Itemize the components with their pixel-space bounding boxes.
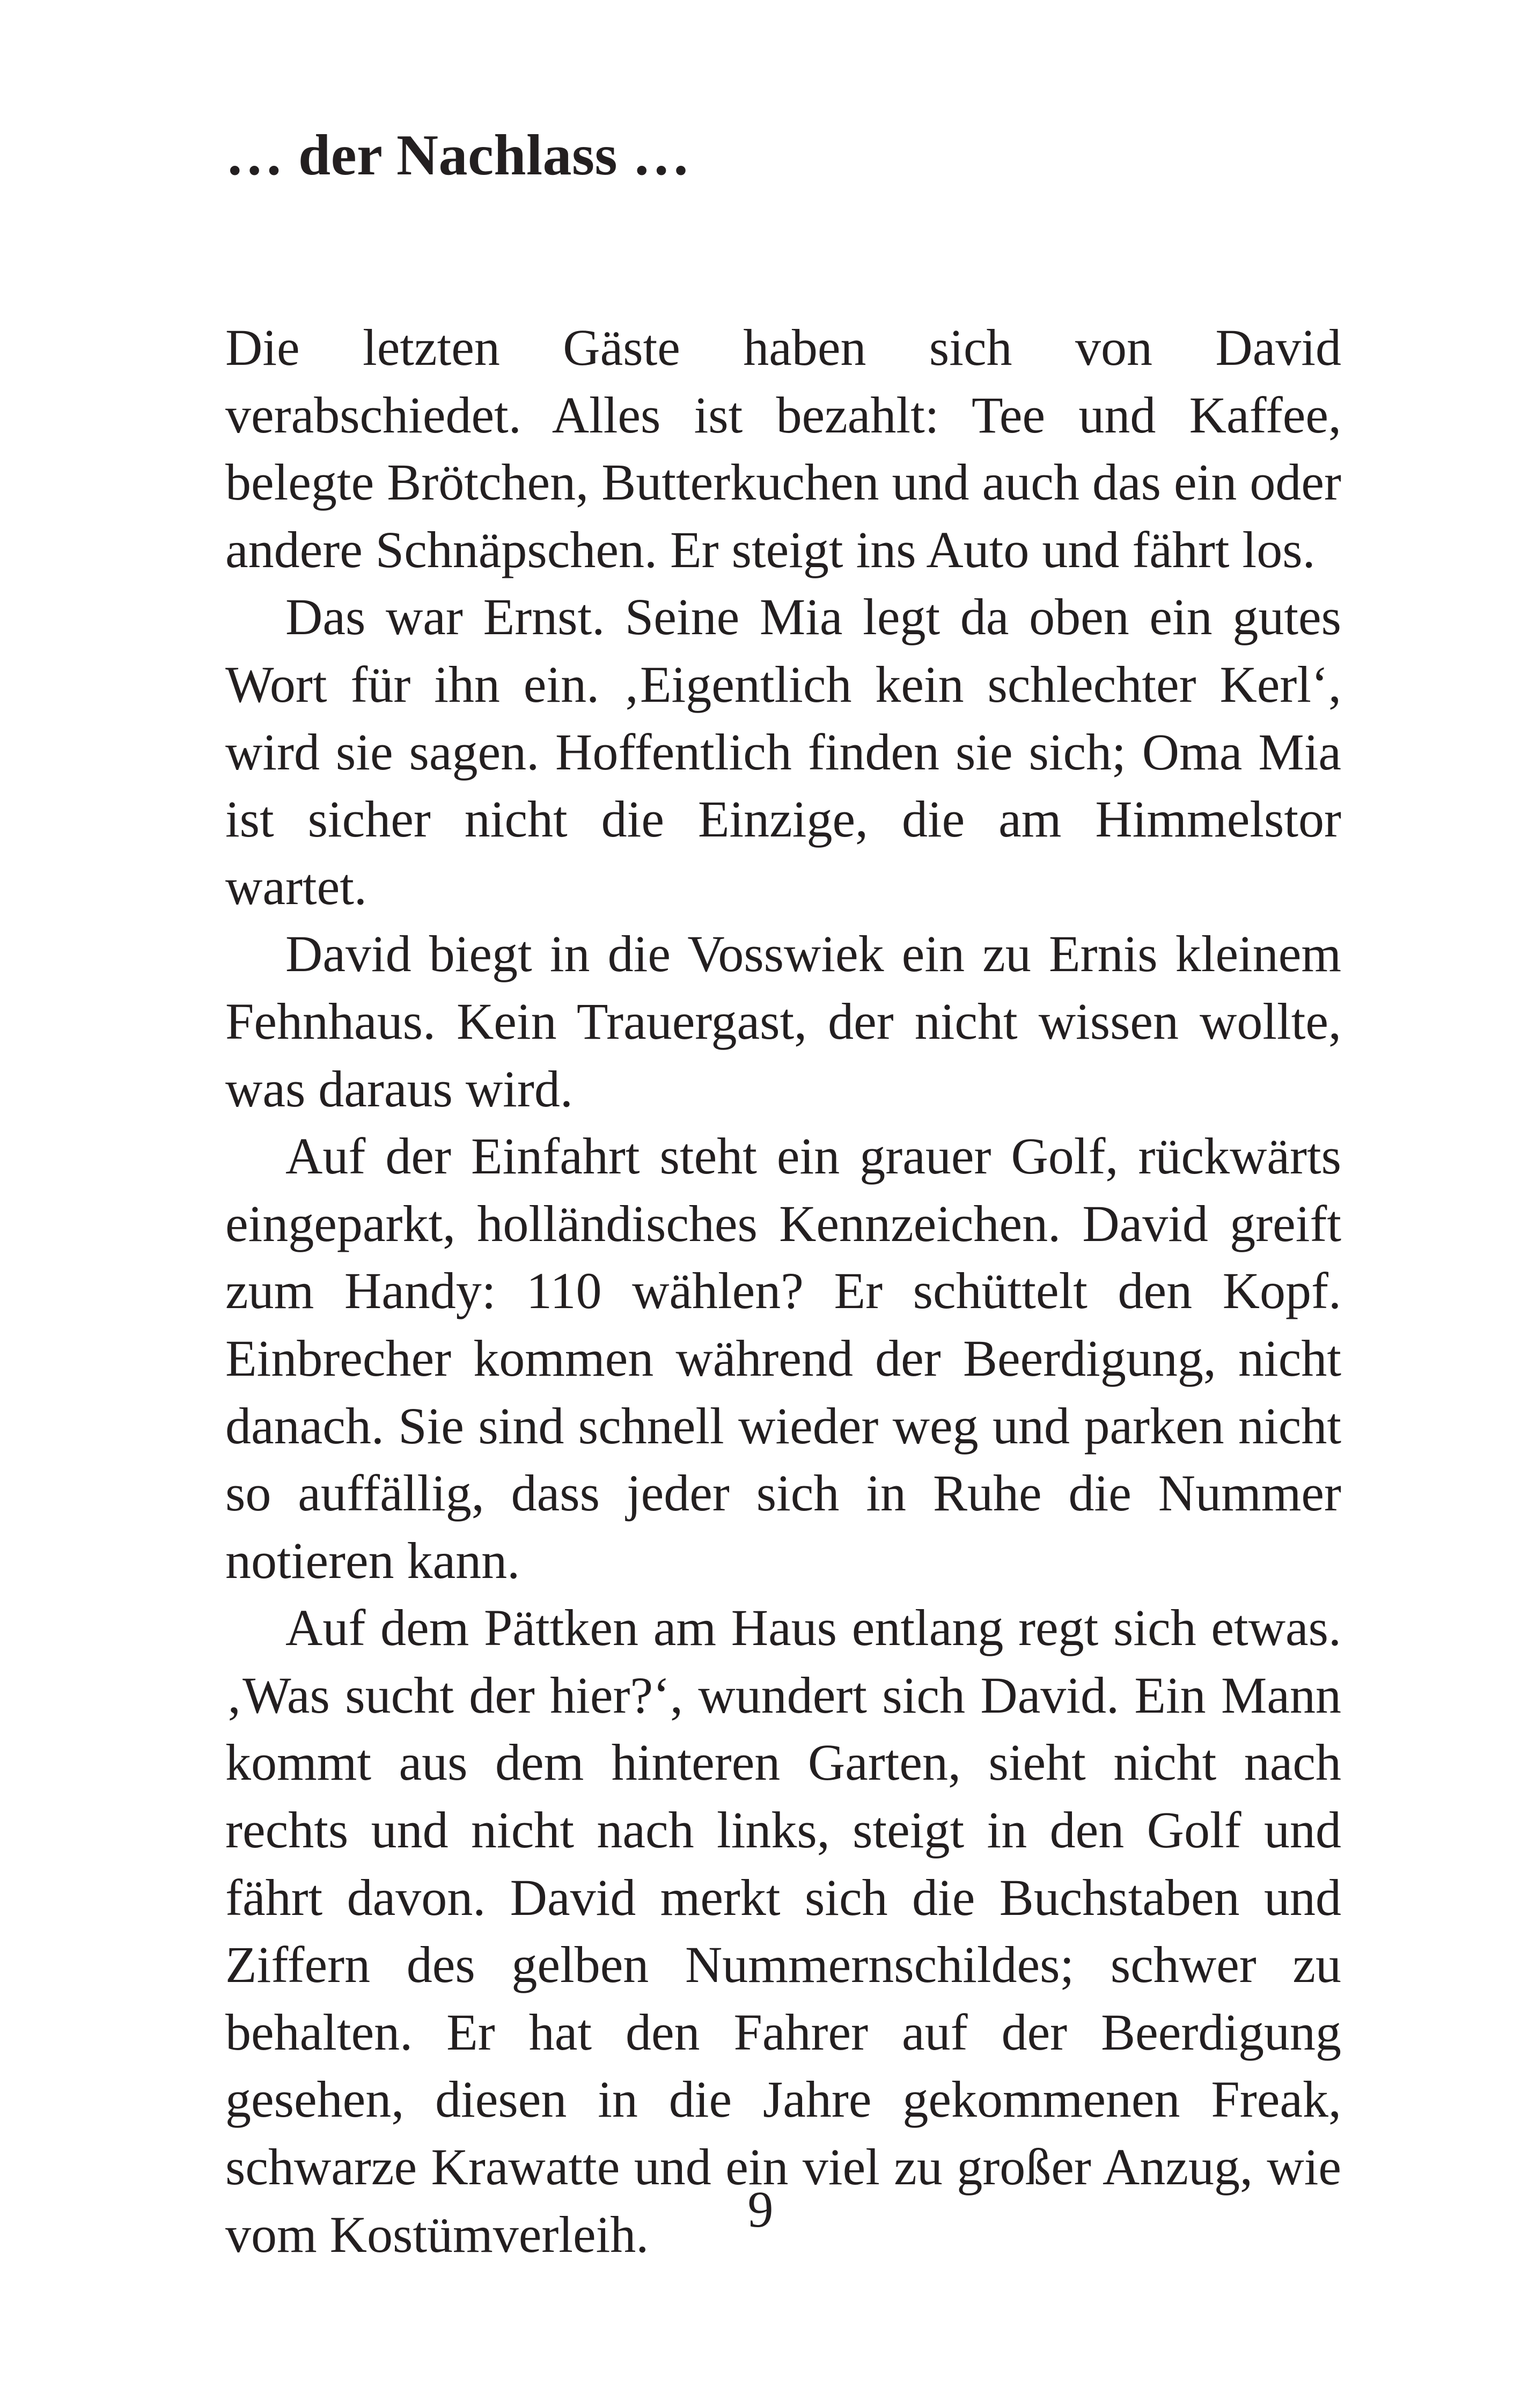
paragraph-1: Die letzten Gäste haben sich von David verabschiedet. Alles ist bezahlt: Tee und Kaffee, belegte Brötchen, Butterkuchen und auch das ein oder andere Schnäpschen. Er steigt ins Auto und fährt los.	[225, 319, 1341, 578]
chapter-title: … der Nachlass …	[225, 123, 691, 187]
paragraph-3: David biegt in die Vosswiek ein zu Ernis kleinem Fehnhaus. Kein Trauergast, der nicht wissen wollte, was daraus wird.	[225, 925, 1341, 1118]
paragraph-4: Auf der Einfahrt steht ein grauer Golf, rückwärts eingeparkt, holländisches Kennzeichen. David greift zum Handy: 110 wählen? Er schüttelt den Kopf. Einbrecher kommen während der Beerdigung, nicht danach. Sie sind schnell wieder weg und parken nicht so auffällig, dass jeder sich in Ruhe die Nummer notieren kann.	[225, 1127, 1341, 1589]
page-number: 9	[747, 2181, 774, 2238]
body-text	[225, 314, 1341, 2268]
paragraph-2: Das war Ernst. Seine Mia legt da oben ein gutes Wort für ihn ein. ‚Eigentlich kein schlechter Kerl‘, wird sie sagen. Hoffentlich finden sie sich; Oma Mia ist sicher nicht die Einzige, die am Himmelstor wartet.	[225, 588, 1341, 915]
paragraph-5: Auf dem Pättken am Haus entlang regt sich etwas. ‚Was sucht der hier?‘, wundert sich David. Ein Mann kommt aus dem hinteren Garten, sieht nicht nach rechts und nicht nach links, steigt in den Golf und fährt davon. David merkt sich die Buchstaben und Ziffern des gelben Nummernschildes; schwer zu behalten. Er hat den Fahrer auf der Beerdigung gesehen, diesen in die Jahre gekommenen Freak, schwarze Krawatte und ein viel zu großer Anzug, wie vom Kostümverleih.	[225, 1599, 1341, 2263]
